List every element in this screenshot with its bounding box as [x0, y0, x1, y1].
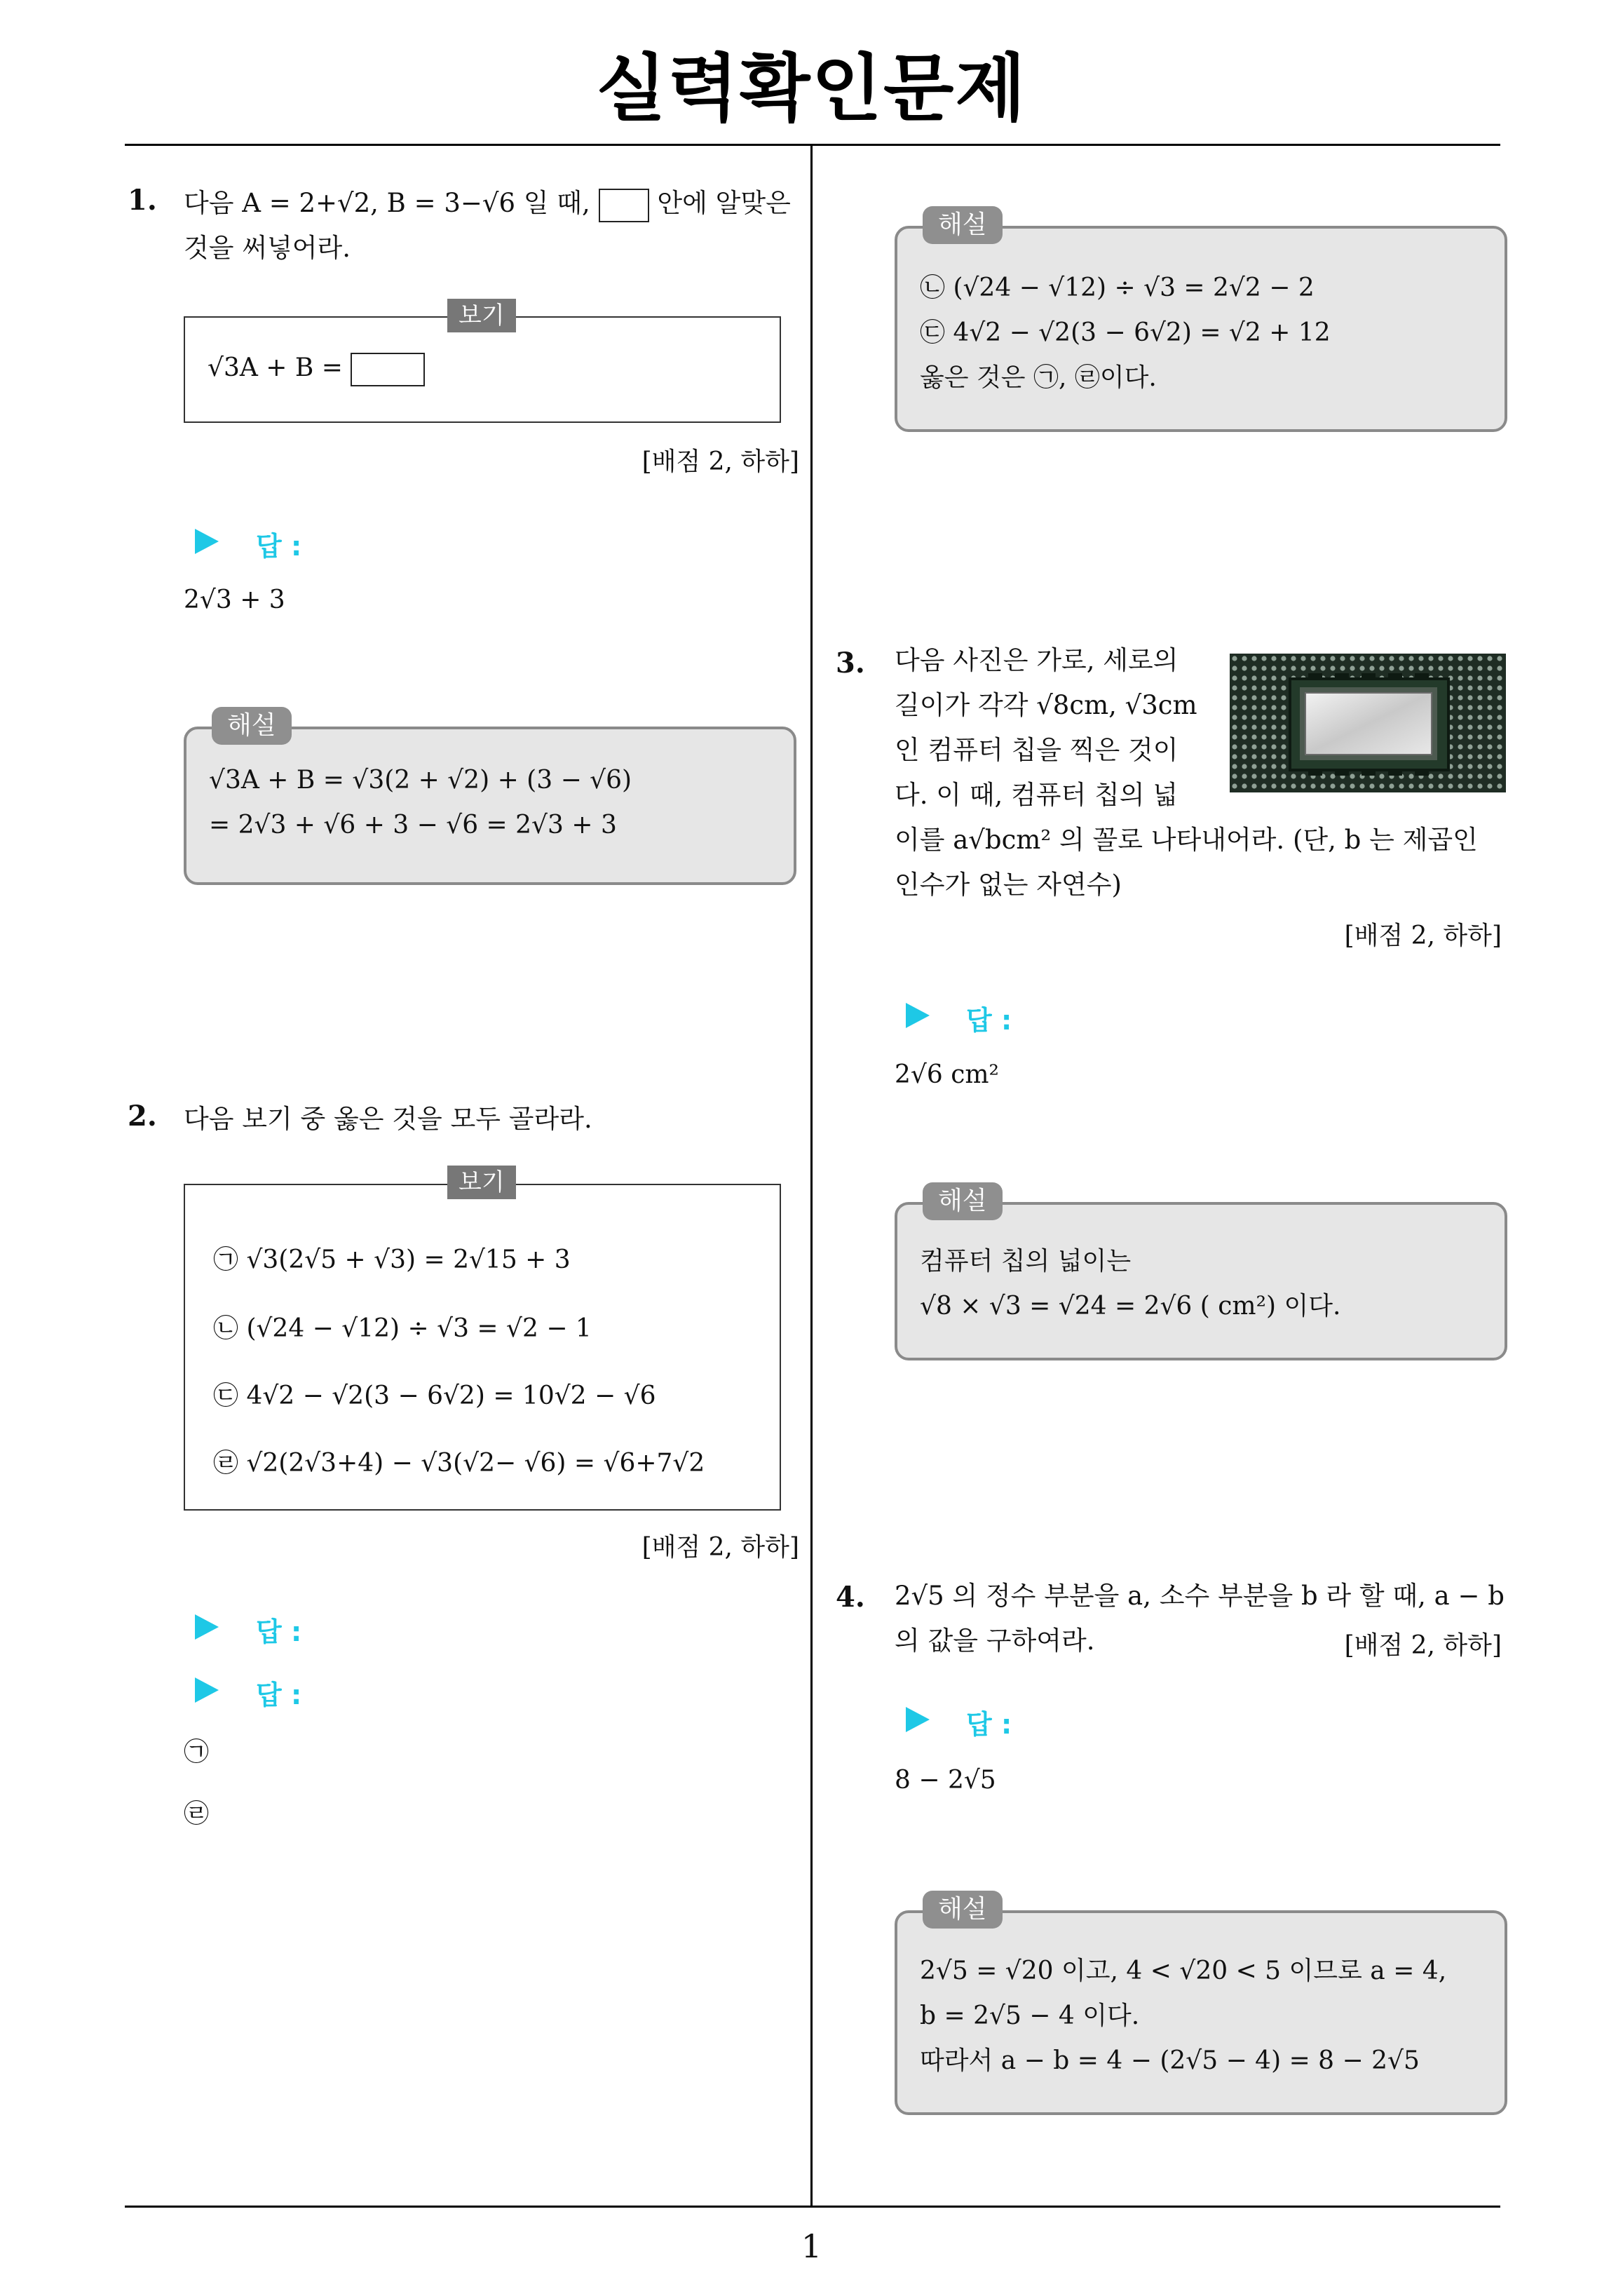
- answer-value-q2-2: ㉣: [184, 1799, 210, 1828]
- solution-box-q2: [895, 226, 1507, 432]
- page-number: 1: [801, 2227, 822, 2265]
- solution-q3-line1: 컴퓨터 칩의 넓이는: [920, 1247, 1132, 1276]
- answer-value-q2-1: ㉠: [184, 1738, 210, 1767]
- answer-label-q2b: 답 :: [256, 1680, 302, 1710]
- solution-q2-line2: ㉢ 4√2 − √2(3 − 6√2) = √2 + 12: [920, 318, 1331, 347]
- choice-2: ㉡ (√24 − √12) ÷ √3 = √2 − 1: [213, 1314, 592, 1343]
- example-box-q2: [184, 1184, 781, 1511]
- question-1-text-line2: 것을 써넣어라.: [184, 233, 351, 263]
- question-4-text-line2: 의 값을 구하여라.: [895, 1626, 1095, 1656]
- solution-box-q1: [184, 727, 796, 885]
- question-1-number: 1.: [128, 184, 157, 217]
- choice-4: ㉣ √2(2√3+4) − √3(√2− √6) = √6+7√2: [213, 1449, 705, 1478]
- example-tag-q1: 보기: [447, 299, 516, 332]
- solution-box-q3: [895, 1202, 1507, 1360]
- question-1-text-line1: 다음 A = 2+√2, B = 3−√6 일 때,: [184, 188, 590, 218]
- question-2-text: 다음 보기 중 옳은 것을 모두 골라라.: [184, 1104, 592, 1134]
- solution-q4-line2: b = 2√5 − 4 이다.: [920, 2001, 1140, 2030]
- example-tag-q2: 보기: [447, 1166, 516, 1199]
- answer-label-q1: 답 :: [256, 531, 302, 562]
- question-4-text-line1: 2√5 의 정수 부분을 a, 소수 부분을 b 라 할 때, a − b: [895, 1581, 1505, 1611]
- question-2-score: [배점 2, 하하]: [641, 1533, 799, 1562]
- answer-value-q3: 2√6 cm²: [895, 1060, 999, 1089]
- question-3-line5: 이를 a√bcm² 의 꼴로 나타내어라. (단, b 는 제곱인: [895, 825, 1478, 855]
- question-3-number: 3.: [836, 647, 865, 680]
- solution-box-q4: [895, 1910, 1507, 2115]
- solution-q4-line1: 2√5 = √20 이고, 4 < √20 < 5 이므로 a = 4,: [920, 1957, 1447, 1985]
- column-divider: [810, 144, 813, 2207]
- solution-q1-line1: √3A + B = √3(2 + √2) + (3 − √6): [209, 766, 632, 795]
- play-triangle-icon: [904, 1001, 931, 1029]
- bottom-rule: [125, 2206, 1500, 2208]
- answer-label-q4: 답 :: [966, 1709, 1012, 1740]
- example-expression: [208, 353, 425, 386]
- play-triangle-icon: [193, 1676, 220, 1704]
- question-3-score: [배점 2, 하하]: [1344, 921, 1502, 950]
- answer-blank: [599, 189, 649, 222]
- question-1-text: [184, 181, 801, 271]
- page-title: 실력확인문제: [596, 46, 1027, 131]
- question-3-line2: 길이가 각각 √8cm, √3cm: [895, 690, 1197, 720]
- solution-tag-q2: 해설: [923, 206, 1003, 244]
- choice-1: ㉠ √3(2√5 + √3) = 2√15 + 3: [213, 1245, 571, 1274]
- question-2-number: 2.: [128, 1100, 157, 1133]
- question-3-line1: 다음 사진은 가로, 세로의: [895, 645, 1179, 675]
- question-3-line3: 인 컴퓨터 칩을 찍은 것이: [895, 735, 1179, 765]
- question-4-score: [배점 2, 하하]: [1344, 1631, 1502, 1660]
- solution-tag-q3: 해설: [923, 1182, 1003, 1220]
- solution-tag-q4: 해설: [923, 1891, 1003, 1929]
- play-triangle-icon: [904, 1706, 931, 1734]
- choice-3: ㉢ 4√2 − √2(3 − 6√2) = 10√2 − √6: [213, 1382, 656, 1410]
- example-blank: [351, 353, 425, 386]
- solution-q3-line2: √8 × √3 = √24 = 2√6 ( cm²) 이다.: [920, 1292, 1341, 1321]
- question-1-score: [배점 2, 하하]: [641, 447, 799, 476]
- answer-value-q1: 2√3 + 3: [184, 586, 285, 614]
- answer-label-q3: 답 :: [966, 1005, 1012, 1036]
- solution-tag-q1: 해설: [212, 707, 292, 745]
- solution-q1-line2: = 2√3 + √6 + 3 − √6 = 2√3 + 3: [209, 811, 617, 839]
- question-4-number: 4.: [836, 1581, 865, 1614]
- play-triangle-icon: [193, 527, 220, 555]
- answer-label-q2a: 답 :: [256, 1616, 302, 1647]
- answer-value-q4: 8 − 2√5: [895, 1766, 996, 1795]
- computer-chip-photo: [1230, 654, 1506, 792]
- solution-q4-line3: 따라서 a − b = 4 − (2√5 − 4) = 8 − 2√5: [920, 2046, 1420, 2075]
- solution-q2-line3: 옳은 것은 ㉠, ㉣이다.: [920, 363, 1157, 392]
- top-rule: [125, 144, 1500, 146]
- solution-q2-line1: ㉡ (√24 − √12) ÷ √3 = 2√2 − 2: [920, 274, 1315, 302]
- example-expression-text: √3A + B =: [208, 353, 343, 382]
- play-triangle-icon: [193, 1613, 220, 1641]
- question-3-line4: 다. 이 때, 컴퓨터 칩의 넓: [895, 780, 1179, 810]
- question-3-line6: 인수가 없는 자연수): [895, 870, 1122, 900]
- question-1-text-line1-after: 안에 알맞은: [657, 188, 791, 218]
